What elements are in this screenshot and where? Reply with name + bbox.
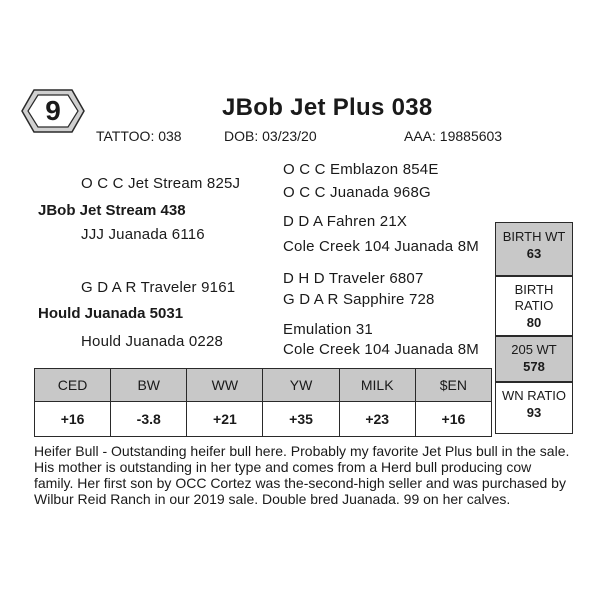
epd-header-yw: YW [263,369,339,402]
epd-table [34,368,492,437]
lot-number-badge [20,88,86,134]
weight-205-box [495,336,573,382]
epd-value-ced: +16 [35,402,111,437]
pedigree-dam-sire-sire: D H D Traveler 6807 [283,270,424,287]
lot-notes: Heifer Bull - Outstanding heifer bull here. Probably my favorite Jet Plus bull in the sale. His mother is outstanding in her type and comes from a Herd bull producing cow family. Her first son by OCC Cortez was the-second-high seller and was purchased by Wilbur Reid Ranch in our 2019 sale. Double bred Juanada. 99 on her calves. [34,443,570,507]
weaning-ratio-box [495,382,573,434]
dob-value: DOB: 03/23/20 [224,128,317,144]
pedigree-dam-dam-sire: Emulation 31 [283,321,373,338]
birth-weight-box [495,222,573,276]
pedigree-sire-sire-sire: O C C Emblazon 854E [283,161,439,178]
pedigree-dam-dam-dam: Cole Creek 104 Juanada 8M [283,341,479,358]
weight-205-value: 578 [523,359,545,374]
epd-value-en: +16 [415,402,491,437]
pedigree-sire-dam-dam: Cole Creek 104 Juanada 8M [283,238,479,255]
epd-value-row [35,402,492,437]
birth-ratio-box [495,276,573,336]
pedigree-dam: Hould Juanada 5031 [38,305,184,322]
epd-header-bw: BW [111,369,187,402]
pedigree-dam-sire-dam: G D A R Sapphire 728 [283,291,435,308]
animal-name-title: JBob Jet Plus 038 [222,94,433,121]
epd-header-row [35,369,492,402]
epd-header-ww: WW [187,369,263,402]
aaa-registration: AAA: 19885603 [404,128,503,144]
pedigree-sire-sire: O C C Jet Stream 825J [81,175,241,192]
epd-header-ced: CED [35,369,111,402]
pedigree-sire-sire-dam: O C C Juanada 968G [283,184,431,201]
weaning-ratio-label: WN RATIO [501,388,567,403]
birth-weight-value: 63 [526,246,542,261]
lot-number: 9 [45,95,61,126]
pedigree-dam-dam: Hould Juanada 0228 [81,333,224,350]
epd-header-en: $EN [415,369,491,402]
pedigree-sire-dam: JJJ Juanada 6116 [81,226,205,243]
epd-value-ww: +21 [187,402,263,437]
pedigree-sire-dam-sire: D D A Fahren 21X [283,213,408,230]
birth-weight-label: BIRTH WT [502,229,566,244]
tattoo-value: TATTOO: 038 [96,128,182,144]
epd-value-milk: +23 [339,402,415,437]
birth-ratio-label-line1: BIRTH [514,282,554,297]
pedigree-dam-sire: G D A R Traveler 9161 [81,279,236,296]
weaning-ratio-value: 93 [526,405,542,420]
birth-ratio-label-line2: RATIO [514,298,554,313]
epd-header-milk: MILK [339,369,415,402]
epd-value-yw: +35 [263,402,339,437]
pedigree-sire: JBob Jet Stream 438 [38,202,186,219]
birth-ratio-value: 80 [526,315,542,330]
epd-value-bw: -3.8 [111,402,187,437]
weight-205-label: 205 WT [511,342,557,357]
